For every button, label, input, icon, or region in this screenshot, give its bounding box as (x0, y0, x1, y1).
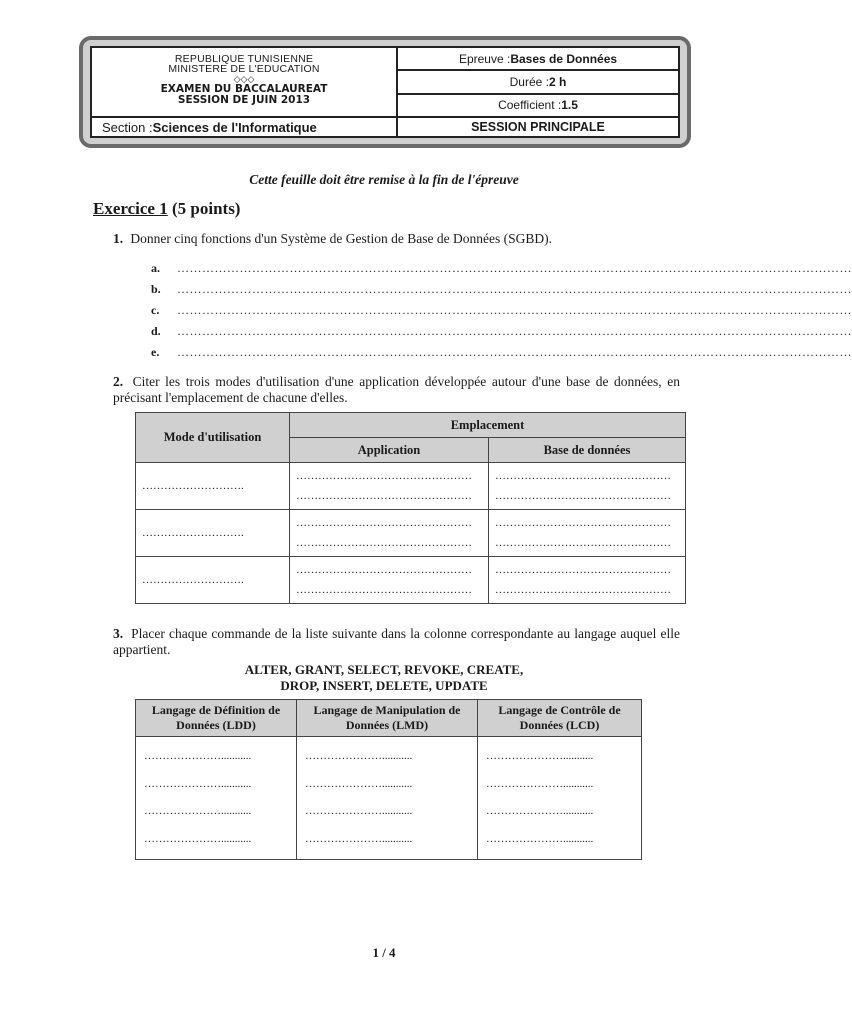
answer-dots: ………………………………………… (296, 490, 472, 502)
item-letter: a. (151, 261, 160, 275)
table-row (136, 737, 642, 860)
question-1 (113, 231, 552, 247)
answer-dots: ………………………………………… (296, 537, 472, 549)
notice-text: Cette feuille doit être remise à la fin de l'épreuve (249, 172, 519, 187)
exam-header-grid (90, 46, 680, 138)
col-header-emplacement: Emplacement (290, 413, 686, 438)
question-2 (113, 374, 680, 406)
question-number: 2. (113, 374, 124, 389)
item-letter: d. (151, 324, 161, 338)
exam-header (79, 36, 691, 148)
epreuve-value: Bases de Données (510, 51, 618, 66)
col-header-application: Application (290, 438, 489, 463)
coefficient-value: 1.5 (561, 98, 578, 113)
answer-dots: ……………………………………………………………………………………………………………………………………………… (177, 303, 852, 317)
table-row (136, 510, 686, 557)
item-letter: e. (151, 345, 160, 359)
duree-row (398, 71, 678, 94)
answer-dots: ………………………………………… (495, 517, 671, 529)
answer-dots: …………………........... (144, 777, 252, 790)
exercise-points: (5 points) (171, 199, 241, 218)
answer-dots: ……………………………………………………………………………………………………………………………………………… (177, 324, 852, 338)
duree-value: 2 h (549, 74, 567, 89)
col-header-base: Base de données (489, 438, 686, 463)
col-header-lcd: Langage de Contrôle de Données (LCD) (478, 700, 642, 737)
answer-dots: …………………........... (144, 832, 252, 845)
application-cell[interactable] (290, 510, 489, 557)
institution-block (92, 48, 398, 118)
col-header-ldd: Langage de Définition de Données (LDD) (136, 700, 297, 737)
ministry-line: MINISTERE DE L'EDUCATION (168, 63, 320, 75)
answer-dots: ……………………………………………………………………………………………………………………………………………… (177, 345, 852, 359)
answer-dots: ……………………………………………………………………………………………………………………………………………… (177, 261, 852, 275)
answer-dots: ………………………………………… (495, 470, 671, 482)
answer-dots: ………………………. (142, 527, 244, 539)
lmd-answer-cell[interactable] (297, 737, 478, 860)
section-value: Sciences de l'Informatique (152, 119, 317, 135)
question-number: 3. (113, 626, 124, 641)
answer-dots: ………………………………………… (296, 470, 472, 482)
item-letter: b. (151, 282, 161, 296)
answer-dots: ………………………………………… (296, 584, 472, 596)
question-text: Placer chaque commande de la liste suivante dans la colonne correspondante au langage auquel elle appartient. (113, 626, 681, 657)
base-cell[interactable] (489, 463, 686, 510)
section-label: Section : (102, 119, 153, 135)
coefficient-label: Coefficient : (498, 98, 562, 113)
mode-cell[interactable] (136, 557, 290, 604)
duree-label: Durée : (509, 74, 549, 89)
answer-line-b[interactable] (151, 282, 852, 297)
answer-line-a[interactable] (151, 261, 852, 276)
lcd-answer-cell[interactable] (478, 737, 642, 860)
session-type: SESSION PRINCIPALE (471, 120, 605, 134)
col-header-mode: Mode d'utilisation (136, 413, 290, 463)
exercise-number: Exercice 1 (93, 199, 168, 218)
answer-dots: ………………………………………… (495, 584, 671, 596)
question-text: Donner cinq fonctions d'un Système de Gestion de Base de Données (SGBD). (130, 231, 552, 246)
answer-dots: ………………………………………… (296, 517, 472, 529)
answer-dots: …………………........... (305, 832, 413, 845)
col-header-lmd: Langage de Manipulation de Données (LMD) (297, 700, 478, 737)
answer-dots: ……………………………………………………………………………………………………………………………………………… (177, 282, 852, 296)
answer-dots: …………………........... (305, 777, 413, 790)
answer-line-d[interactable] (151, 324, 852, 339)
exam-session: SESSION DE JUIN 2013 (177, 94, 311, 106)
answer-dots: ………………………. (142, 574, 244, 586)
table-row (136, 557, 686, 604)
epreuve-row (398, 48, 678, 71)
answer-line-c[interactable] (151, 303, 852, 318)
answer-dots: …………………........... (144, 750, 252, 762)
answer-dots: ………………………………………… (495, 564, 671, 576)
command-list-line-1: ALTER, GRANT, SELECT, REVOKE, CREATE, (244, 662, 524, 677)
page-number: 1 / 4 (372, 945, 396, 960)
section-cell (92, 118, 398, 136)
answer-dots: …………………........... (486, 832, 594, 845)
answer-line-e[interactable] (151, 345, 852, 360)
item-letter: c. (151, 303, 160, 317)
question-text: Citer les trois modes d'utilisation d'une application développée autour d'une base de données, en précisant l'emplacement de chacune d'elles. (113, 374, 680, 405)
table-row (136, 463, 686, 510)
base-cell[interactable] (489, 510, 686, 557)
answer-dots: …………………........... (486, 805, 594, 817)
epreuve-label: Epreuve : (458, 51, 511, 66)
coefficient-row (398, 95, 678, 116)
answer-dots: …………………........... (486, 777, 594, 790)
answer-dots: ………………………………………… (495, 537, 671, 549)
mode-cell[interactable] (136, 463, 290, 510)
exercise-title (93, 199, 240, 219)
language-table (135, 699, 642, 860)
ldd-answer-cell[interactable] (136, 737, 297, 860)
exam-info-block (398, 48, 678, 118)
question-3 (113, 626, 680, 658)
command-list-line-2: DROP, INSERT, DELETE, UPDATE (280, 678, 488, 693)
answer-dots: …………………........... (305, 750, 413, 762)
command-list (0, 662, 768, 694)
base-cell[interactable] (489, 557, 686, 604)
answer-dots: …………………........... (486, 750, 594, 762)
application-cell[interactable] (290, 463, 489, 510)
mode-cell[interactable] (136, 510, 290, 557)
republic-line: REPUBLIQUE TUNISIENNE (174, 53, 314, 65)
answer-dots: ………………………………………… (296, 564, 472, 576)
answer-dots: …………………........... (305, 805, 413, 817)
question-number: 1. (113, 231, 124, 246)
answer-dots: …………………........... (144, 805, 252, 817)
answer-dots: ………………………………………… (495, 490, 671, 502)
application-cell[interactable] (290, 557, 489, 604)
answer-dots: ………………………. (142, 480, 244, 492)
ornament: ◇◇◇ (233, 74, 255, 84)
usage-modes-table (135, 412, 686, 604)
exam-name: EXAMEN DU BACCALAUREAT (160, 83, 328, 95)
